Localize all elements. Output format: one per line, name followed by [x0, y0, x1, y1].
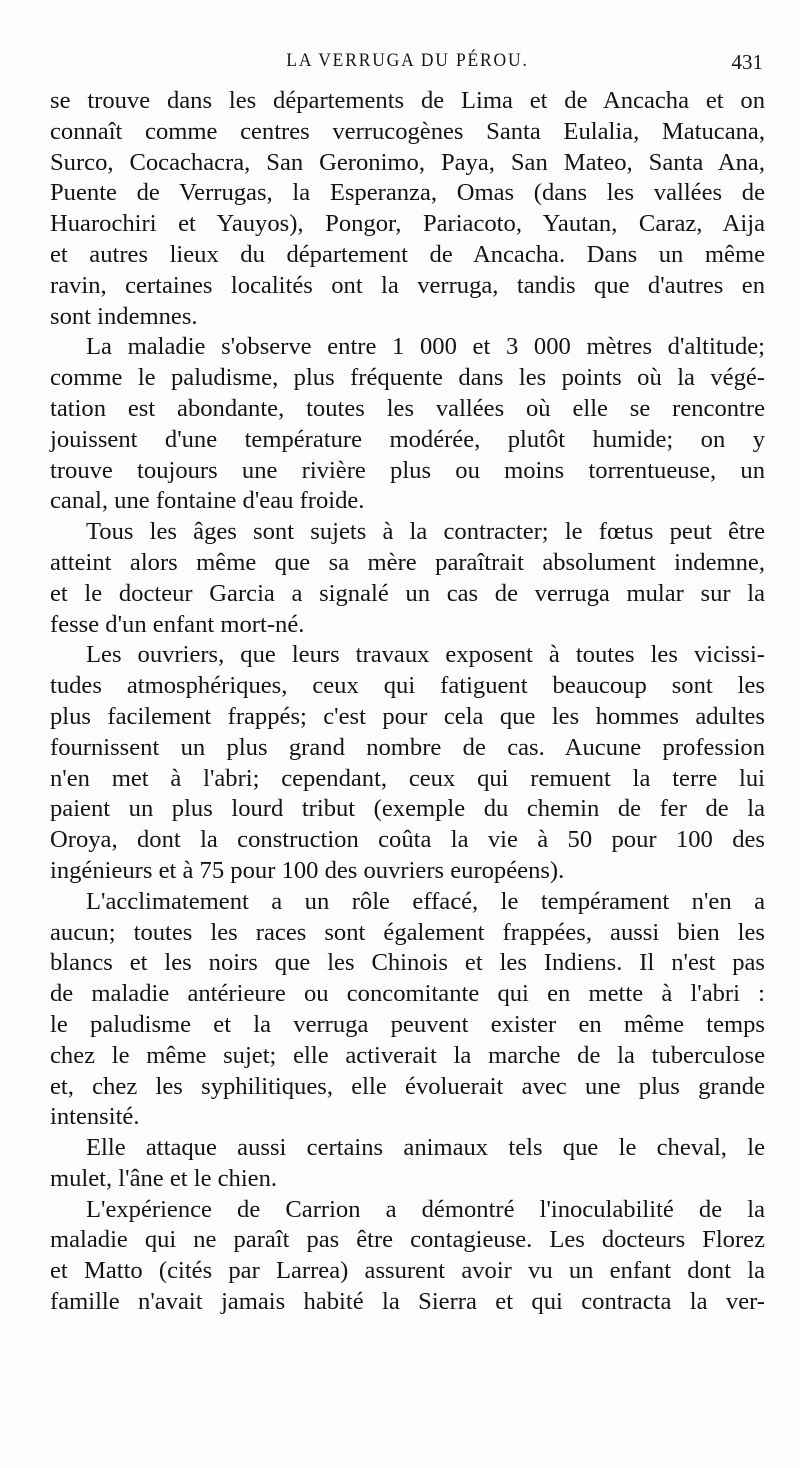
- paragraph-5: [50, 887, 765, 1133]
- text-line: jouissent d'une température modérée, plutôt humide; on y: [50, 425, 765, 453]
- text-line: et Matto (cités par Larrea) assurent avoir vu un enfant dont la: [50, 1257, 765, 1285]
- text-line: fesse d'un enfant mort-né.: [50, 610, 305, 638]
- paragraph-7: [50, 1195, 765, 1318]
- text-line: mulet, l'âne et le chien.: [50, 1164, 278, 1192]
- text-line: tation est abondante, toutes les vallées où elle se rencontre: [50, 394, 765, 422]
- text-line: tudes atmosphériques, ceux qui fatiguent beaucoup sont les: [50, 672, 765, 700]
- paragraph-6: [50, 1133, 765, 1195]
- running-head: LA VERRUGA DU PÉROU.: [286, 50, 529, 71]
- text-line: blancs et les noirs que les Chinois et les Indiens. Il n'est pas: [50, 949, 765, 977]
- text-line: connaît comme centres verrucogènes Santa Eulalia, Matucana,: [50, 117, 765, 145]
- text-line: famille n'avait jamais habité la Sierra et qui contracta la ver-: [50, 1288, 765, 1316]
- paragraph-4: [50, 640, 765, 886]
- body-text: [50, 86, 765, 1318]
- text-line: paient un plus lourd tribut (exemple du chemin de fer de la: [50, 795, 765, 823]
- page-header: [50, 50, 765, 80]
- text-line: fournissent un plus grand nombre de cas. Aucune profession: [50, 733, 765, 761]
- text-line: de maladie antérieure ou concomitante qui en mette à l'abri :: [50, 980, 765, 1008]
- page-number: 431: [731, 50, 763, 74]
- text-line: intensité.: [50, 1103, 140, 1131]
- text-line: Puente de Verrugas, la Esperanza, Omas (dans les vallées de: [50, 179, 765, 207]
- text-line: La maladie s'observe entre 1 000 et 3 000 mètres d'altitude;: [86, 333, 765, 361]
- text-line: plus facilement frappés; c'est pour cela que les hommes adultes: [50, 702, 765, 730]
- text-line: L'acclimatement a un rôle effacé, le tempérament n'en a: [86, 887, 765, 915]
- text-line: ingénieurs et à 75 pour 100 des ouvriers européens).: [50, 856, 565, 884]
- paragraph-1: [50, 86, 765, 332]
- text-line: Tous les âges sont sujets à la contracter; le fœtus peut être: [86, 518, 765, 546]
- paragraph-2: [50, 332, 765, 517]
- text-line: atteint alors même que sa mère paraîtrait absolument indemne,: [50, 548, 765, 576]
- text-line: n'en met à l'abri; cependant, ceux qui remuent la terre lui: [50, 764, 765, 792]
- text-line: Les ouvriers, que leurs travaux exposent à toutes les vicissi-: [86, 641, 765, 669]
- text-line: trouve toujours une rivière plus ou moins torrentueuse, un: [50, 456, 765, 484]
- text-line: aucun; toutes les races sont également frappées, aussi bien les: [50, 918, 765, 946]
- text-line: et autres lieux du département de Ancacha. Dans un même: [50, 240, 765, 268]
- text-line: L'expérience de Carrion a démontré l'inoculabilité de la: [86, 1195, 765, 1223]
- text-line: chez le même sujet; elle activerait la marche de la tuberculose: [50, 1041, 765, 1069]
- text-line: canal, une fontaine d'eau froide.: [50, 487, 365, 515]
- text-line: Elle attaque aussi certains animaux tels que le cheval, le: [86, 1134, 765, 1162]
- text-line: Oroya, dont la construction coûta la vie à 50 pour 100 des: [50, 826, 765, 854]
- paragraph-3: [50, 517, 765, 640]
- text-line: sont indemnes.: [50, 302, 198, 330]
- text-line: maladie qui ne paraît pas être contagieuse. Les docteurs Florez: [50, 1226, 765, 1254]
- text-line: le paludisme et la verruga peuvent exister en même temps: [50, 1010, 765, 1038]
- text-line: et le docteur Garcia a signalé un cas de verruga mular sur la: [50, 579, 765, 607]
- text-line: se trouve dans les départements de Lima et de Ancacha et on: [50, 87, 765, 114]
- text-line: ravin, certaines localités ont la verruga, tandis que d'autres en: [50, 271, 765, 299]
- text-line: comme le paludisme, plus fréquente dans les points où la végé-: [50, 364, 765, 392]
- text-line: et, chez les syphilitiques, elle évoluerait avec une plus grande: [50, 1072, 765, 1100]
- text-line: Huarochiri et Yauyos), Pongor, Pariacoto, Yautan, Caraz, Aija: [50, 210, 765, 238]
- text-line: Surco, Cocachacra, San Geronimo, Paya, San Mateo, Santa Ana,: [50, 148, 765, 176]
